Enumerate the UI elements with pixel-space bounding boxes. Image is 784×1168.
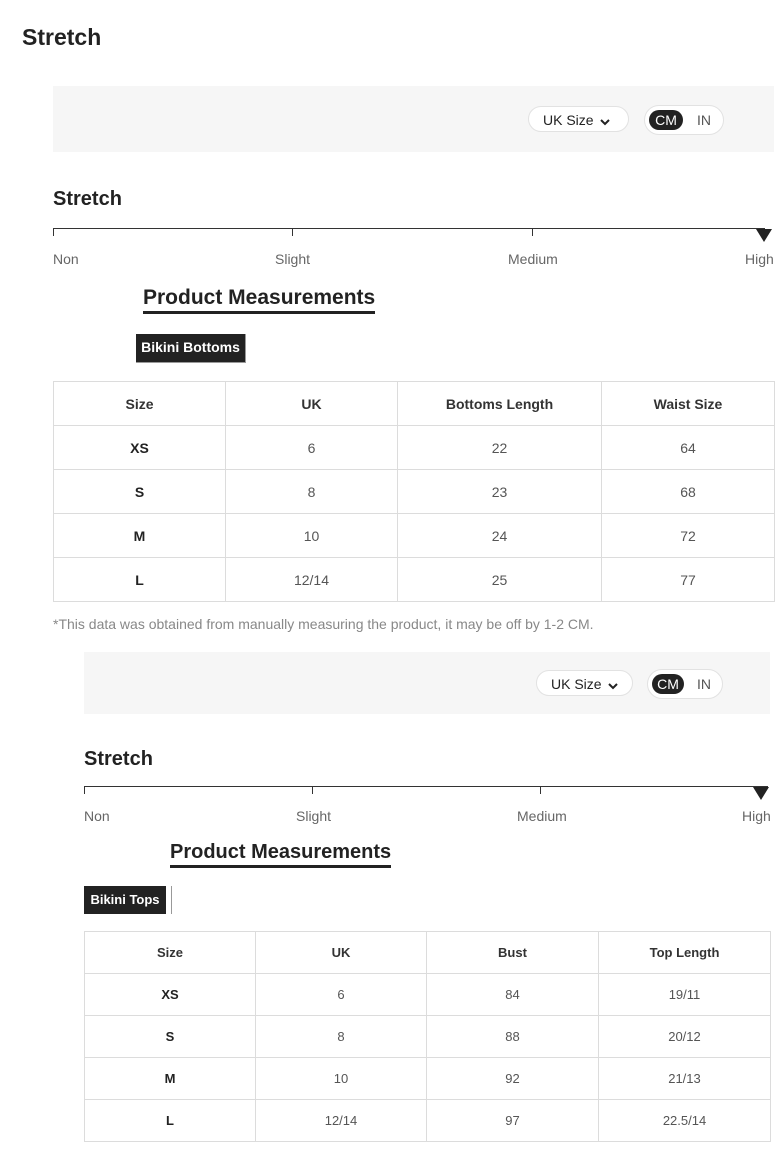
size-cell: M	[54, 514, 226, 558]
stretch-tick	[292, 228, 293, 236]
unit-in-button[interactable]: IN	[697, 112, 711, 128]
stretch-label-high: High	[742, 808, 771, 824]
table-cell: 10	[226, 514, 398, 558]
table-cell: 10	[256, 1058, 427, 1100]
stretch-tick	[53, 228, 54, 236]
column-header: Waist Size	[602, 382, 775, 426]
table-cell: 6	[256, 974, 427, 1016]
table-cell: 22.5/14	[599, 1100, 771, 1142]
size-cell: L	[54, 558, 226, 602]
stretch-tick	[532, 228, 533, 236]
table-cell: 84	[427, 974, 599, 1016]
unit-in-button[interactable]: IN	[697, 676, 711, 692]
stretch-tick	[84, 786, 85, 794]
table-row	[85, 1016, 771, 1058]
unit-cm-button[interactable]: CM	[649, 110, 683, 130]
table-cell: 21/13	[599, 1058, 771, 1100]
size-system-select[interactable]	[528, 106, 629, 132]
table-cell: 92	[427, 1058, 599, 1100]
column-header: Bust	[427, 932, 599, 974]
size-cell: S	[85, 1016, 256, 1058]
unit-cm-button[interactable]: CM	[652, 674, 684, 694]
table-cell: 8	[226, 470, 398, 514]
stretch-tick	[312, 786, 313, 794]
size-table	[84, 931, 771, 1142]
column-header: Size	[54, 382, 226, 426]
stretch-label-medium: Medium	[508, 251, 558, 267]
stretch-label-slight: Slight	[296, 808, 332, 824]
table-cell: 12/14	[256, 1100, 427, 1142]
table-row	[54, 514, 775, 558]
measurements-title: Product Measurements	[143, 286, 375, 314]
category-tag: Bikini Bottoms	[136, 334, 246, 363]
size-table	[53, 381, 775, 602]
table-header-row	[85, 932, 771, 974]
table-row	[85, 974, 771, 1016]
table-cell: 19/11	[599, 974, 771, 1016]
table-cell: 8	[256, 1016, 427, 1058]
size-toolbar	[84, 652, 770, 714]
table-cell: 88	[427, 1016, 599, 1058]
size-cell: M	[85, 1058, 256, 1100]
stretch-scale-line	[53, 228, 765, 229]
size-system-label: UK Size	[551, 676, 602, 692]
size-cell: XS	[54, 426, 226, 470]
table-cell: 20/12	[599, 1016, 771, 1058]
stretch-label-medium: Medium	[517, 808, 567, 824]
stretch-title: Stretch	[84, 748, 153, 770]
table-cell: 77	[602, 558, 775, 602]
column-header: UK	[226, 382, 398, 426]
size-system-select[interactable]	[536, 670, 633, 696]
stretch-level-marker	[753, 787, 769, 800]
size-system-label: UK Size	[543, 112, 594, 128]
table-row	[54, 558, 775, 602]
column-header: UK	[256, 932, 427, 974]
size-cell: XS	[85, 974, 256, 1016]
table-cell: 97	[427, 1100, 599, 1142]
table-header-row	[54, 382, 775, 426]
table-cell: 23	[398, 470, 602, 514]
stretch-label-high: High	[745, 251, 774, 267]
size-cell: L	[85, 1100, 256, 1142]
tag-divider	[171, 886, 172, 914]
size-toolbar	[53, 86, 774, 152]
stretch-label-non: Non	[84, 808, 110, 824]
column-header: Top Length	[599, 932, 771, 974]
stretch-level-marker	[756, 229, 772, 242]
measurement-note: *This data was obtained from manually measuring the product, it may be off by 1-2 CM.	[53, 616, 594, 632]
table-cell: 25	[398, 558, 602, 602]
column-header: Size	[85, 932, 256, 974]
chevron-down-icon	[600, 108, 610, 134]
stretch-tick	[540, 786, 541, 794]
stretch-title: Stretch	[53, 188, 122, 210]
table-cell: 12/14	[226, 558, 398, 602]
unit-toggle[interactable]	[644, 105, 724, 135]
table-row	[85, 1058, 771, 1100]
table-row	[54, 470, 775, 514]
stretch-label-slight: Slight	[275, 251, 311, 267]
column-header: Bottoms Length	[398, 382, 602, 426]
measurements-title: Product Measurements	[170, 841, 391, 868]
stretch-label-non: Non	[53, 251, 79, 267]
chevron-down-icon	[608, 672, 618, 698]
table-cell: 22	[398, 426, 602, 470]
table-cell: 68	[602, 470, 775, 514]
table-cell: 24	[398, 514, 602, 558]
unit-toggle[interactable]	[647, 669, 723, 699]
category-tag: Bikini Tops	[84, 886, 166, 914]
page-title: Stretch	[22, 24, 102, 50]
table-row	[54, 426, 775, 470]
table-cell: 72	[602, 514, 775, 558]
size-cell: S	[54, 470, 226, 514]
table-cell: 64	[602, 426, 775, 470]
table-row	[85, 1100, 771, 1142]
table-cell: 6	[226, 426, 398, 470]
stretch-scale-line	[84, 786, 768, 787]
